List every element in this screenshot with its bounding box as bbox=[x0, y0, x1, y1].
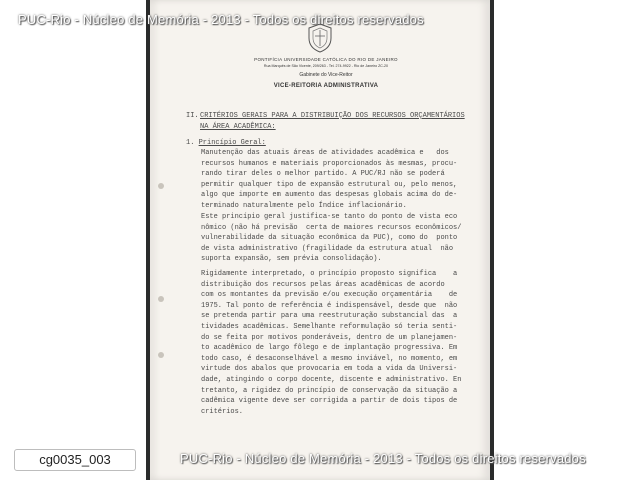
item-title: Princípio Geral: bbox=[198, 139, 266, 147]
text-line: permitir qualquer tipo de expansão estrutural ou, pelo menos, bbox=[201, 180, 458, 189]
punch-hole bbox=[158, 183, 164, 189]
section-title-line: CRITÉRIOS GERAIS PARA A DISTRIBUIÇÃO DOS RECURSOS ORÇAMENTÁRIOS bbox=[200, 112, 465, 120]
text-line: se pretenda partir para uma reestruturação substancial das a bbox=[201, 312, 458, 321]
letterhead-address: Rua Marquês de São Vicente, 209/263 - Tel. 274-9922 - Rio de Janeiro ZC-20 bbox=[263, 64, 389, 68]
text-line: tividades acadêmicas. Semelhante reformulação só teria senti- bbox=[201, 322, 458, 331]
text-line: nômico (não há previsão certa de maiores recursos econômicos/ bbox=[201, 223, 462, 232]
text-line: Este princípio geral justifica-se tanto do ponto de vista eco bbox=[201, 213, 458, 221]
text-line: terminado naturalmente pelo Índice inflacionário. bbox=[201, 201, 407, 210]
text-line: distribuição dos recursos pelas áreas acadêmicas de acordo bbox=[201, 280, 445, 289]
section-number: II. bbox=[186, 112, 199, 120]
letterhead-office: Gabinete do Vice-Reitor bbox=[299, 72, 353, 78]
watermark-bottom: PUC-Rio - Núcleo de Memória - 2013 - Todos os direitos reservados bbox=[180, 451, 586, 466]
text-line: critérios. bbox=[201, 407, 244, 416]
item-heading bbox=[186, 138, 266, 149]
text-line: do se feita por motivos ponderáveis, dentro de um planejamen- bbox=[201, 333, 458, 342]
text-line: dade, atingindo o corpo docente, discente e administrativo. En bbox=[201, 375, 462, 384]
text-line: to acadêmico de largo fôlego e de implantação progressiva. Em bbox=[201, 344, 458, 353]
text-line: todo caso, é desaconselhável a mesmo inviável, no momento, em bbox=[201, 354, 458, 363]
letterhead-department: VICE-REITORIA ADMINISTRATIVA bbox=[273, 83, 379, 89]
text-line: vulnerabilidade da situação econômica da PUC), como do ponto bbox=[201, 234, 458, 243]
punch-hole bbox=[158, 352, 164, 358]
section-title-line: NA ÁREA ACADÊMICA: bbox=[200, 122, 276, 131]
text-line: com os montantes da previsão e/ou execução orçamentária de bbox=[201, 291, 458, 300]
text-line: cadêmica vigente deve ser corrigida a partir de dois tipos de bbox=[201, 397, 458, 406]
paragraph-3 bbox=[201, 269, 461, 417]
text-line: de vista administrativo (fragilidade da estrutura atual não bbox=[201, 244, 454, 253]
paragraph-1 bbox=[201, 148, 457, 212]
paragraph-2 bbox=[201, 212, 461, 265]
letterhead-institution: PONTIFÍCIA UNIVERSIDADE CATÓLICA DO RIO DE JANEIRO bbox=[254, 57, 398, 62]
text-line: rando tirar deles o melhor partido. A PUC/RJ não se poderá bbox=[201, 170, 445, 179]
text-line: tretanto, a rigidez do princípio de conservação da situação a bbox=[201, 386, 458, 395]
text-line: virtude dos abalos que provocaria em toda a vida da Universi- bbox=[201, 365, 458, 374]
text-line: algo que importe em aumento das despesas globais acima do de- bbox=[201, 191, 458, 200]
document-code-label: cg0035_003 bbox=[14, 449, 136, 471]
punch-hole bbox=[158, 296, 164, 302]
text-line: recursos humanos e materiais proporcionados às mesmas, procu- bbox=[201, 159, 458, 168]
item-number: 1. bbox=[186, 139, 195, 147]
section-title bbox=[200, 111, 465, 132]
text-line: Manutenção das atuais áreas de atividades acadêmica e dos bbox=[201, 149, 449, 157]
text-line: suporta expansão, sem prévia consolidação). bbox=[201, 255, 382, 264]
text-line: Rigidamente interpretado, o princípio proposto significa a bbox=[201, 270, 458, 278]
watermark-top: PUC-Rio - Núcleo de Memória - 2013 - Todos os direitos reservados bbox=[18, 12, 424, 27]
text-line: 1975. Tal ponto de referência é indispensável, desde que não bbox=[201, 301, 458, 310]
